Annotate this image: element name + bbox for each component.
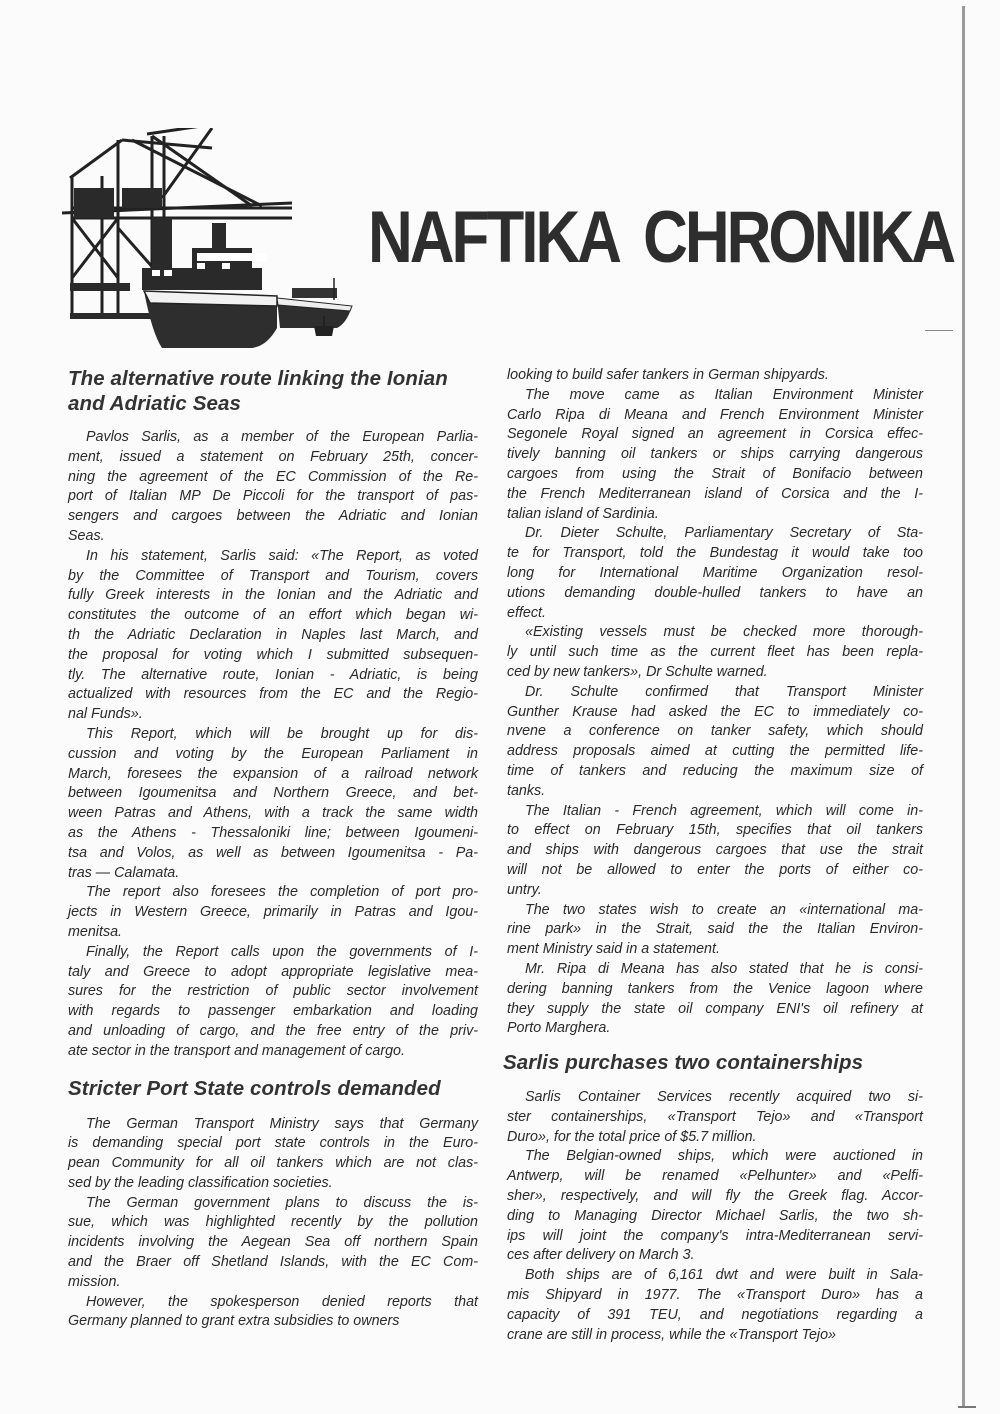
text-line: untry. — [507, 881, 542, 898]
text-line: dering banning tankers from the Venice lagoon where — [507, 980, 923, 997]
text-line: utions demanding double-hulled tankers to have an — [507, 584, 923, 601]
masthead-word-naftika: NAFTIKA — [368, 197, 620, 279]
article-paragraph — [68, 1115, 478, 1194]
masthead-word-chronika: CHRONIKA — [643, 197, 954, 279]
text-line: the French Mediterranean island of Corsica and the I- — [507, 485, 923, 502]
text-line: Gunther Krause had asked the EC to immediately co- — [507, 703, 923, 720]
text-line: address proposals aimed at cutting the permitted life- — [507, 743, 923, 760]
text-line: Germany planned to grant extra subsidies to owners — [68, 1313, 400, 1330]
text-line: they supply the state oil company ENI's oil refinery at — [507, 1000, 923, 1017]
text-line: ster containerships, «Transport Tejo» and «Transport — [507, 1108, 923, 1125]
text-line: looking to build safer tankers in German shipyards. — [507, 367, 829, 383]
text-line: ment, issued a statement on February 25th, concer- — [68, 448, 478, 465]
text-line: «Existing vessels must be checked more thorough- — [525, 624, 923, 641]
text-line: effect. — [507, 604, 546, 621]
article-paragraph — [68, 547, 478, 725]
text-line: jects in Western Greece, primarily in Patras and Igou- — [68, 904, 478, 921]
article-paragraph — [68, 1194, 478, 1293]
text-line: ly until such time as the current fleet has been repla- — [507, 644, 923, 661]
text-line: and unloading of cargo, and the free entry of the priv- — [68, 1022, 478, 1039]
text-line: The Belgian-owned ships, which were auctioned in — [525, 1148, 923, 1165]
article-paragraph — [507, 683, 923, 802]
text-line: The German government plans to discuss the is- — [86, 1194, 478, 1211]
text-line: port of Italian MP De Piccoli for the transport of pas- — [68, 488, 478, 505]
text-line: tras — Calamata. — [68, 864, 180, 881]
article-paragraph — [68, 883, 478, 942]
text-line: Porto Marghera. — [507, 1020, 611, 1037]
text-line: Both ships are of 6,161 dwt and were built in Sala- — [525, 1267, 923, 1284]
text-line: This Report, which will be brought up for dis- — [86, 725, 478, 742]
text-line: Sarlis Container Services recently acquired two si- — [525, 1089, 923, 1106]
port-cranes-ships-illustration — [52, 128, 362, 353]
text-line: Seas. — [68, 527, 105, 544]
text-line: is demanding special port state controls in the Euro- — [68, 1135, 478, 1152]
crop-mark — [925, 330, 953, 331]
text-line: te for Transport, told the Bundestag it would take too — [507, 545, 923, 562]
text-line: rine park» in the Strait, said the the Italian Environ- — [507, 921, 923, 938]
text-line: by the Committee of Transport and Tourism, covers — [68, 567, 478, 584]
text-line: Segonele Royal signed an agreement in Corsica effec- — [507, 426, 923, 443]
text-line: March, foresees the expansion of a railroad network — [68, 765, 478, 782]
headline-line: Stricter Port State controls demanded — [68, 1076, 441, 1100]
text-line: However, the spokesperson denied reports that — [86, 1293, 478, 1310]
text-line: sures for the restriction of public sector involvement — [68, 983, 478, 1000]
text-line: ate sector in the transport and management of cargo. — [68, 1042, 405, 1059]
text-line: sher», respectively, and will fly the Greek flag. Accor- — [507, 1188, 923, 1205]
text-line: ween Patras and Athens, with a track the same width — [68, 805, 478, 822]
text-line: mis Shipyard in 1977. The «Transport Duro» has a — [507, 1287, 923, 1304]
text-line: with regards to passenger embarkation and loading — [68, 1003, 478, 1020]
text-line: sue, which was highlighted recently by the pollution — [68, 1214, 478, 1231]
article-headline — [68, 1076, 478, 1101]
text-line: and the Braer off Shetland Islands, with the EC Com- — [68, 1254, 478, 1271]
article-headline — [503, 1050, 923, 1075]
text-line: th the Adriatic Declaration in Naples last March, and — [68, 626, 478, 643]
headline-line: Sarlis purchases two containerships — [503, 1051, 864, 1075]
text-line: The German Transport Ministry says that Germany — [86, 1115, 478, 1132]
text-line: tly. The alternative route, Ionian - Adriatic, is being — [68, 666, 478, 683]
text-line: tanks. — [507, 782, 546, 799]
article-paragraph — [68, 943, 478, 1062]
text-line: ces after delivery on March 3. — [507, 1247, 695, 1264]
article-paragraph — [507, 901, 923, 960]
text-line: the proposal for voting which I submitted subsequen- — [68, 646, 478, 663]
article-paragraph — [507, 1088, 923, 1147]
text-line: constitutes the outcome of an effort which began wi- — [68, 607, 478, 624]
text-line: The Italian - French agreement, which will come in- — [525, 802, 923, 819]
text-line: ment Ministry said in a statement. — [507, 941, 720, 958]
text-line: The two states wish to create an «international ma- — [525, 901, 923, 918]
article-paragraph — [507, 960, 923, 1039]
text-line: crane are still in process, while the «Transport Tejo» — [507, 1326, 836, 1343]
right-column — [503, 366, 923, 1345]
text-line: will not be allowed to enter the ports of either co- — [507, 861, 923, 878]
text-line: to effect on February 15th, specifies that oil tankers — [507, 822, 923, 839]
text-line: incidents involving the Aegean Sea off northern Spain — [68, 1234, 478, 1251]
text-line: long for International Maritime Organization resol- — [507, 564, 923, 581]
left-column — [68, 366, 478, 1332]
text-line: ning the agreement of the EC Commission of the Re- — [68, 468, 478, 485]
article-paragraph — [68, 1293, 478, 1333]
text-line: as the Athens - Thessaloniki line; between Igoumeni- — [68, 824, 478, 841]
article-headline — [68, 366, 478, 416]
text-line: and ships with dangerous cargoes that use the strait — [507, 842, 923, 859]
headline-line: and Adriatic Seas — [68, 392, 241, 415]
text-line: tively banning oil tankers or ships carrying dangerous — [507, 446, 923, 463]
text-line: capacity of 391 TEU, and negotiations regarding a — [507, 1306, 923, 1323]
page-edge-line — [962, 6, 965, 1406]
headline-line: The alternative route linking the Ionian — [68, 367, 448, 390]
article-paragraph — [507, 386, 923, 525]
text-line: pean Community for all oil tankers which are not clas- — [68, 1155, 478, 1172]
text-line: Duro», for the total price of $5.7 million. — [507, 1128, 757, 1145]
text-line: Dr. Dieter Schulte, Parliamentary Secretary of Sta- — [525, 525, 923, 542]
text-line: Antwerp, will be renamed «Pelhunter» and «Pelfi- — [507, 1168, 923, 1185]
text-line: cussion and voting by the European Parliament in — [68, 745, 478, 762]
text-line: actualized with resources from the EC and the Regio- — [68, 686, 478, 703]
text-line: menitsa. — [68, 923, 123, 940]
text-line: Carlo Ripa di Meana and French Environment Minister — [507, 406, 923, 423]
text-line: between Igoumenitsa and Northern Greece, and bet- — [68, 785, 478, 802]
text-line: talian island of Sardinia. — [507, 505, 659, 522]
text-line: Pavlos Sarlis, as a member of the European Parlia- — [86, 429, 478, 445]
text-line: fully Greek interests in the Ionian and the Adriatic and — [68, 587, 478, 604]
text-line: The move came as Italian Environment Minister — [525, 386, 923, 403]
text-line: mission. — [68, 1273, 121, 1290]
article-paragraph — [68, 428, 478, 547]
text-line: tsa and Volos, as well as between Igoumenitsa - Pa- — [68, 844, 478, 861]
text-line: sengers and cargoes between the Adriatic and Ionian — [68, 508, 478, 525]
text-line: sed by the leading classification societies. — [68, 1174, 333, 1191]
text-line: ced by new tankers», Dr Schulte warned. — [507, 663, 768, 680]
text-line: In his statement, Sarlis said: «The Report, as voted — [86, 547, 478, 564]
text-line: Finally, the Report calls upon the governments of I- — [86, 943, 478, 960]
crop-mark — [958, 1406, 976, 1408]
article-paragraph — [507, 1266, 923, 1345]
article-paragraph — [507, 1147, 923, 1266]
text-line: taly and Greece to adopt appropriate legislative mea- — [68, 963, 478, 980]
text-line: cargoes from using the Strait of Bonifacio between — [507, 465, 923, 482]
article-paragraph — [507, 623, 923, 682]
text-line: time of tankers and reducing the maximum size of — [507, 762, 923, 779]
text-line: ips will joint the company's intra-Mediterranean servi- — [507, 1227, 923, 1244]
text-line: The report also foresees the completion of port pro- — [86, 884, 478, 901]
text-line: Dr. Schulte confirmed that Transport Minister — [525, 683, 923, 700]
article-paragraph — [68, 725, 478, 883]
masthead-title — [368, 197, 954, 279]
article-paragraph — [507, 524, 923, 623]
text-line: ding to Managing Director Michael Sarlis, the two sh- — [507, 1207, 923, 1224]
article-paragraph — [507, 366, 923, 386]
text-line: nvene a conference on tanker safety, which should — [507, 723, 923, 740]
article-paragraph — [507, 802, 923, 901]
text-line: nal Funds». — [68, 706, 143, 723]
text-line: Mr. Ripa di Meana has also stated that he is consi- — [525, 960, 923, 977]
